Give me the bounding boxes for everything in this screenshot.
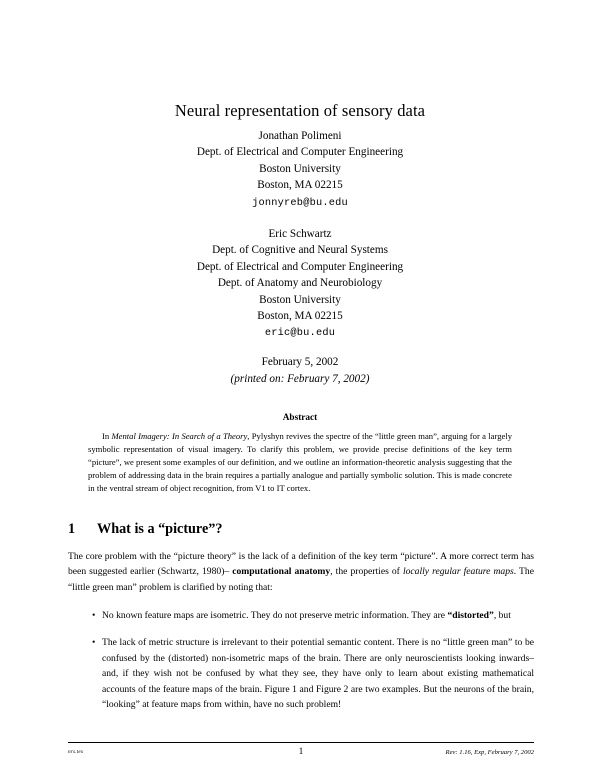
list-item — [68, 608, 534, 623]
list-item — [68, 635, 534, 712]
paragraph-part-2: , the properties of — [330, 566, 403, 578]
date-block — [0, 354, 600, 388]
author-affiliation: Dept. of Anatomy and Neurobiology — [217, 277, 383, 290]
list-item-part-2: , but — [493, 610, 511, 621]
term-feature-maps: locally regular feature maps — [402, 566, 514, 578]
paragraph-part-3: . The “little green man” problem is clarified by noting that: — [68, 566, 534, 593]
list-item-part-1: The lack of metric structure is irrelevant to their potential semantic content. There is no “little green man” to be confused by the (distorted) non-isometric maps of the brain. There are only neuroscientists looking inwards–and, if they wish not be confused by what they see, they have only to learn about existing mathematical accounts of the feature maps of the brain. Figure 1 and Figure 2 are two examples. But the neurons of the brain, “looking” at feature maps from within, have no such problem! — [102, 637, 534, 711]
list-item-part-1: No known feature maps are isometric. They do not preserve metric information. They are — [102, 610, 448, 621]
abstract-heading: Abstract — [282, 413, 318, 423]
bullet-dot-icon: • — [92, 610, 96, 621]
section-paragraph — [68, 549, 534, 595]
author-affiliation: Dept. of Electrical and Computer Engineering — [196, 260, 404, 273]
author-email: eric@bu.edu — [264, 327, 336, 340]
term-distorted: “distorted” — [447, 610, 494, 621]
bullet-list — [68, 608, 534, 712]
author-affiliation: Dept. of Electrical and Computer Engineering — [196, 146, 404, 159]
footer-revision: Rev: 1.16, Exp, February 7, 2002 — [445, 749, 534, 756]
paragraph-part-1: The core problem with the “picture theory” is the lack of a definition of the key term “picture”. A more correct term has been suggested earlier (Schwartz, 1980)– — [68, 551, 534, 578]
abstract-cited-work: Mental Imagery: In Search of a Theory — [111, 431, 248, 441]
term-computational-anatomy: computational anatomy — [232, 566, 331, 578]
author-block-polimeni — [0, 128, 600, 212]
author-affiliation: Boston University — [259, 293, 341, 306]
abstract-text-lead: In — [102, 431, 112, 441]
author-block-schwartz — [0, 226, 600, 342]
author-name: Jonathan Polimeni — [258, 130, 342, 142]
page-title: Neural representation of sensory data — [174, 101, 426, 121]
author-affiliation: Dept. of Cognitive and Neural Systems — [212, 244, 388, 257]
abstract-text-rest: , Pylyshyn revives the spectre of the “little green man”, arguing for a largely symbolic representation of visual imagery. To clarify this problem, we provide precise definitions of the key term “picture”, we present some examples of our definition, and we outline an information-theoretic analysis suggesting that the problem of addressing data in the brain requires a partially analogue and partially symbolic solution. This is made concrete in the ventral stream of object recognition, from V1 to IT cortex. — [88, 431, 512, 494]
printed-on-date: (printed on: February 7, 2002) — [230, 373, 370, 385]
section-title: What is a “picture”? — [97, 521, 223, 537]
footer-divider — [68, 742, 534, 743]
section-number: 1 — [68, 521, 76, 537]
author-affiliation: Boston University — [259, 162, 341, 175]
section-heading — [68, 521, 534, 538]
document-date: February 5, 2002 — [261, 356, 339, 368]
footer-source-file: nrs.tex — [68, 749, 84, 755]
footer-page-number: 1 — [298, 747, 304, 757]
bullet-dot-icon: • — [92, 637, 96, 649]
author-affiliation: Boston, MA 02215 — [257, 310, 343, 323]
author-affiliation: Boston, MA 02215 — [257, 179, 343, 192]
author-name: Eric Schwartz — [268, 228, 332, 240]
page-footer — [68, 749, 534, 763]
author-email: jonnyreb@bu.edu — [252, 196, 348, 209]
abstract-body — [88, 430, 512, 495]
